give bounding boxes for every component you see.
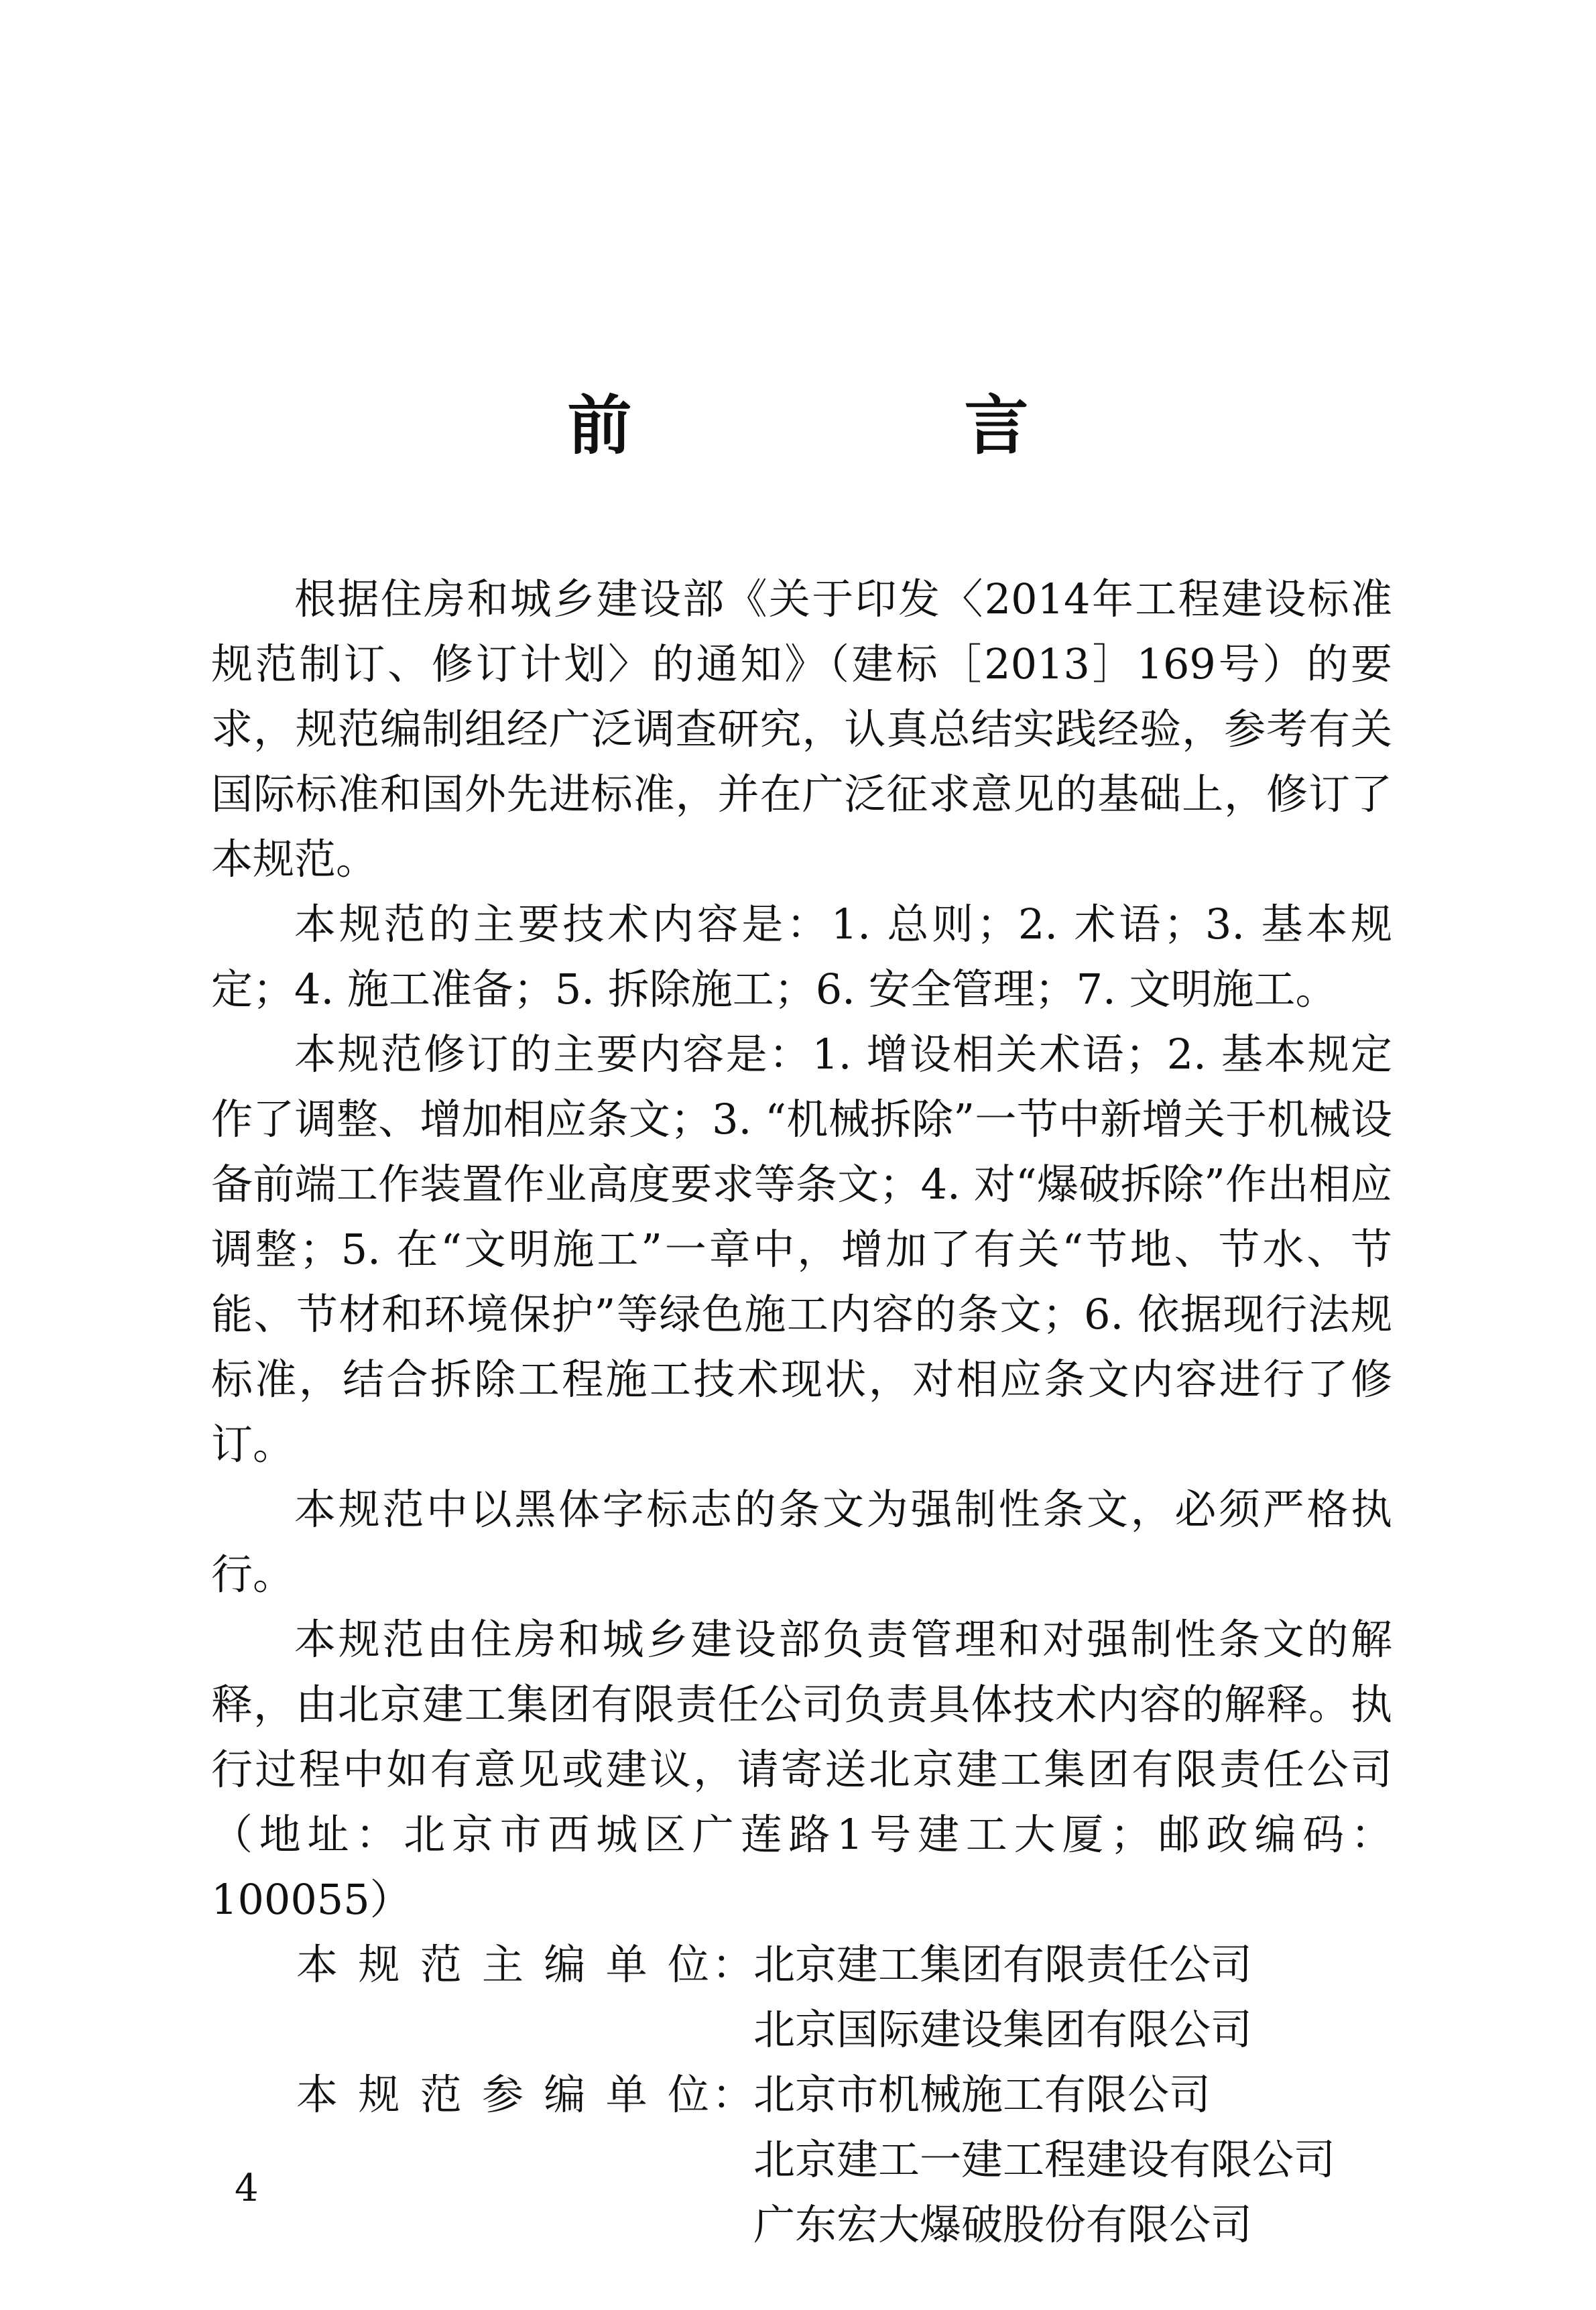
paragraph-main-content: 本规范的主要技术内容是：1. 总则；2. 术语；3. 基本规定；4. 施工准备；5. 拆除施工；6. 安全管理；7. 文明施工。 bbox=[211, 900, 1392, 1014]
chief-editor-row bbox=[296, 1932, 1436, 1997]
chief-editor-label: 本规范主编单位 bbox=[296, 1940, 712, 1989]
chief-editor-unit: 北京国际建设集团有限公司 bbox=[753, 2005, 1253, 2054]
paragraph-revisions: 本规范修订的主要内容是：1. 增设相关术语；2. 基本规定作了调整、增加相应条文；3. “机械拆除”一节中新增关于机械设备前端工作装置作业高度要求等条文；4. 对“爆破拆除”作出相应调整；5. 在“文明施工”一章中，增加了有关“节地、节水、节能、节材和环境保护”等绿色施工内容的条文；6. 依据现行法规标准，结合拆除工程施工技术现状，对相应条文内容进行了修订。 bbox=[211, 1030, 1392, 1469]
paragraph-basis: 根据住房和城乡建设部《关于印发〈2014年工程建设标准规范制订、修订计划〉的通知》（建标［2013］169号）的要求，规范编制组经广泛调查研究，认真总结实践经验，参考有关国际标准和国外先进标准，并在广泛征求意见的基础上，修订了本规范。 bbox=[211, 574, 1392, 884]
chief-editor-row bbox=[296, 1997, 1436, 2062]
preface-body bbox=[211, 566, 1392, 1932]
label-colon: ： bbox=[712, 1940, 754, 1989]
chief-editor-unit: 北京建工集团有限责任公司 bbox=[753, 1940, 1253, 1989]
participant-row bbox=[296, 2062, 1436, 2127]
participant-unit: 广东宏大爆破股份有限公司 bbox=[753, 2200, 1253, 2249]
participant-row bbox=[296, 2192, 1436, 2257]
page-number: 4 bbox=[235, 2167, 259, 2210]
paragraph-administration: 本规范由住房和城乡建设部负责管理和对强制性条文的解释，由北京建工集团有限责任公司负责具体技术内容的解释。执行过程中如有意见或建议，请寄送北京建工集团有限责任公司（地址：北京市西城区广莲路1号建工大厦；邮政编码：100055） bbox=[211, 1615, 1392, 1924]
paragraph-mandatory: 本规范中以黑体字标志的条文为强制性条文，必须严格执行。 bbox=[211, 1485, 1392, 1599]
participant-unit: 北京建工一建工程建设有限公司 bbox=[753, 2135, 1336, 2184]
participant-unit: 北京市机械施工有限公司 bbox=[753, 2070, 1211, 2119]
label-colon: ： bbox=[712, 2070, 754, 2119]
page-title: 前 言 bbox=[567, 388, 1163, 463]
participant-label: 本规范参编单位 bbox=[296, 2070, 712, 2119]
participant-row bbox=[296, 2127, 1436, 2192]
editing-units bbox=[296, 1932, 1436, 2257]
